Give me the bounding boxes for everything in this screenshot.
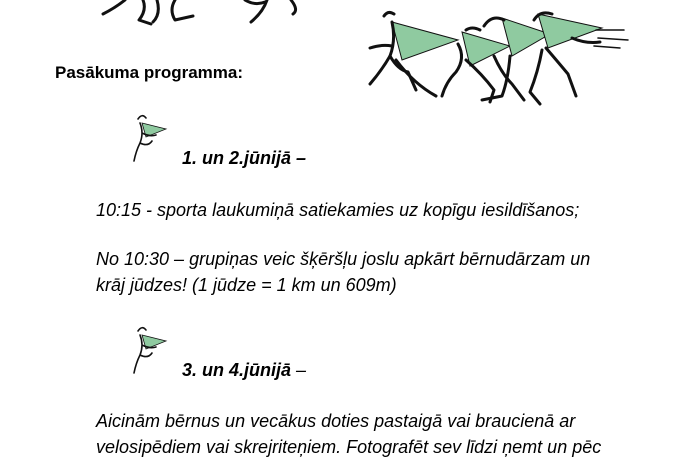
paragraph-2-line-2: krāj jūdzes! (1 jūdze = 1 km un 609m) bbox=[96, 275, 397, 295]
paragraph-1: 10:15 - sporta laukumiņā satiekamies uz kopīgu iesildīšanos; bbox=[96, 200, 580, 220]
day-1-heading bbox=[182, 148, 306, 169]
runners-illustration-top-left bbox=[95, 0, 335, 30]
paragraph-3-line-1: Aicinām bērnus un vecākus doties pastaigā vai braucienā ar bbox=[96, 411, 576, 431]
runners-illustration-top-right bbox=[362, 0, 632, 112]
day-1-date: 1. un 2.jūnijā bbox=[182, 148, 292, 168]
paragraph-2-line-1: No 10:30 – grupiņas veic šķēršļu joslu apkārt bērnudārzam un bbox=[96, 249, 591, 269]
section-heading: Pasākuma programma: bbox=[55, 63, 244, 82]
day-1-dash: – bbox=[291, 148, 307, 168]
day-2-heading bbox=[182, 360, 306, 381]
runner-flag-icon bbox=[130, 113, 170, 163]
paragraph-3-line-2: velosipēdiem vai skrejriteņiem. Fotografēt sev līdzi ņemt un pēc bbox=[96, 437, 602, 457]
day-2-dash: – bbox=[291, 360, 307, 380]
runner-flag-icon bbox=[130, 325, 170, 375]
day-2-date: 3. un 4.jūnijā bbox=[182, 360, 292, 380]
